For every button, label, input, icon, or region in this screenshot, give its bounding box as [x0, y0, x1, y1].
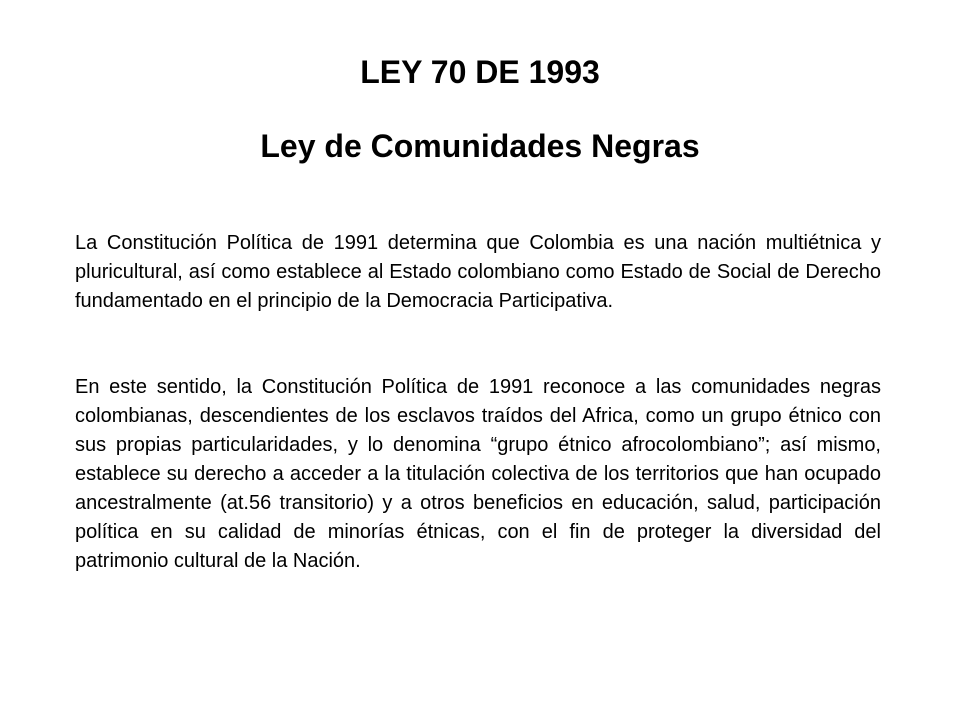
- document-title: LEY 70 DE 1993: [360, 54, 600, 90]
- document-subtitle: Ley de Comunidades Negras: [260, 128, 700, 164]
- body-paragraph-1: La Constitución Política de 1991 determina que Colombia es una nación multiétnica y pluricultural, así como establece al Estado colombiano como Estado de Social de Derecho fundamentado en el principio de la Democracia Participativa.: [75, 232, 881, 312]
- body-paragraph-2: En este sentido, la Constitución Política de 1991 reconoce a las comunidades negras colombianas, descendientes de los esclavos traídos del Africa, como un grupo étnico con sus propias particularidades, y lo denomina “grupo étnico afrocolombiano”; así mismo, establece su derecho a acceder a la titulación colectiva de los territorios que han ocupado ancestralmente (at.56 transitorio) y a otros beneficios en educación, salud, participación política en su calidad de minorías étnicas, con el fin de proteger la diversidad del patrimonio cultural de la Nación.: [75, 376, 881, 572]
